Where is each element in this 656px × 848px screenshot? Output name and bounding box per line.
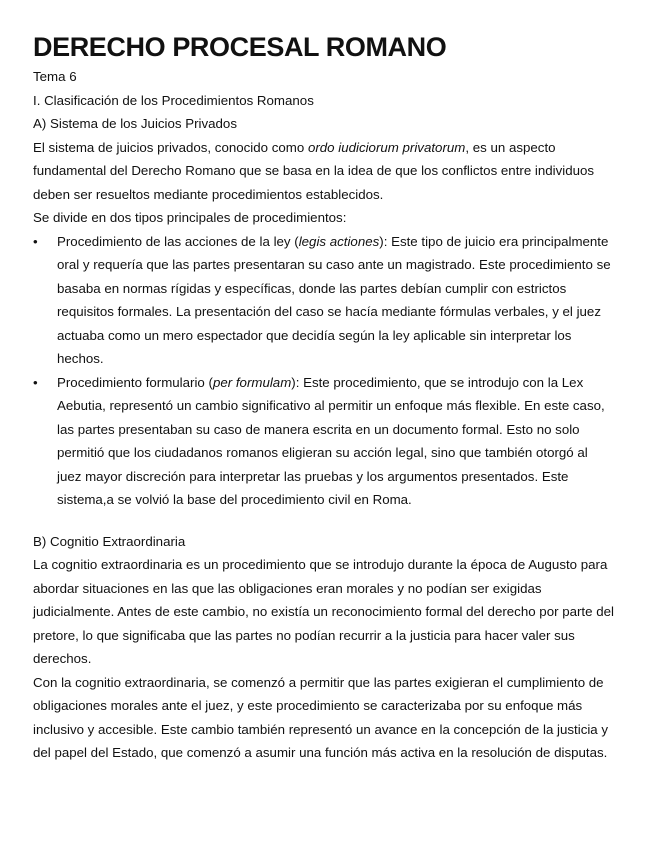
list-item	[33, 230, 613, 371]
document-title: DERECHO PROCESAL ROMANO	[33, 32, 447, 62]
bullet-text-post: ): Este tipo de juicio era principalmente oral y requería que las partes presentaran su caso ante un magistrado. Este procedimiento se basaba en normas rígidas y específicas, donde las partes debían cumplir con estrictos requisitos formales. La presentación del caso se hacía mediante fórmulas verbales, y el juez actuaba como un mero espectador que decidía según la ley aplicable sin interpretar los hechos.	[57, 233, 611, 366]
intro-text-italic: ordo iudiciorum privatorum	[307, 139, 466, 155]
procedure-list	[33, 230, 633, 512]
intro-text-pre: El sistema de juicios privados, conocido como	[33, 139, 308, 155]
types-intro: Se divide en dos tipos principales de procedimientos:	[33, 210, 347, 225]
section-spacer	[33, 512, 633, 530]
bullet-text-post: ): Este procedimiento, que se introdujo con la Lex Aebutia, representó un cambio significativo al permitir un enfoque más flexible. En este caso, las partes presentaban su caso de manera escrita en un documento formal. Esto no solo permitió que los ciudadanos romanos eligieran su acción legal, sino que también otorgó al juez mayor discreción para interpretar las pruebas y los argumentos presentados. Este sistema,a se volvió la base del procedimiento civil en Roma.	[57, 374, 605, 507]
document-subtitle: Tema 6	[33, 69, 77, 84]
subsection-a-heading: A) Sistema de los Juicios Privados	[33, 116, 237, 131]
list-item	[33, 371, 613, 512]
subsection-b-heading: B) Cognitio Extraordinaria	[33, 533, 186, 549]
subsection-a-intro	[33, 136, 625, 207]
bullet-marker: •	[33, 233, 38, 249]
bullet-text-italic: per formulam	[212, 374, 292, 390]
document-page	[33, 30, 633, 765]
section-heading: I. Clasificación de los Procedimientos Romanos	[33, 92, 314, 108]
bullet-text-pre: Procedimiento de las acciones de la ley (	[57, 233, 299, 249]
bullet-marker: •	[33, 374, 38, 390]
bullet-text-pre: Procedimiento formulario (	[57, 374, 213, 390]
bullet-text-italic: legis actiones	[298, 233, 380, 249]
subsection-b-paragraph-2: Con la cognitio extraordinaria, se comenzó a permitir que las partes exigieran el cumplimiento de obligaciones morales ante el juez, y este procedimiento se caracterizaba por su enfoque más inclusivo y accesible. Este cambio también representó un avance en la concepción de la justicia y del papel del Estado, que comenzó a asumir una función más activa en la resolución de disputas.	[33, 674, 609, 760]
subsection-b-paragraph-1: La cognitio extraordinaria es un procedimiento que se introdujo durante la época de Augusto para abordar situaciones en las que las obligaciones eran morales y no podían ser exigidas judicialmente. Antes de este cambio, no existía un reconocimiento formal del derecho por parte del pretore, lo que significaba que las partes no podían recurrir a la justicia para hacer valer sus derechos.	[33, 557, 614, 666]
intro-text-post: , es un aspecto fundamental del Derecho Romano que se basa en la idea de que los conflictos entre individuos deben ser resueltos mediante procedimientos establecidos.	[33, 139, 595, 202]
